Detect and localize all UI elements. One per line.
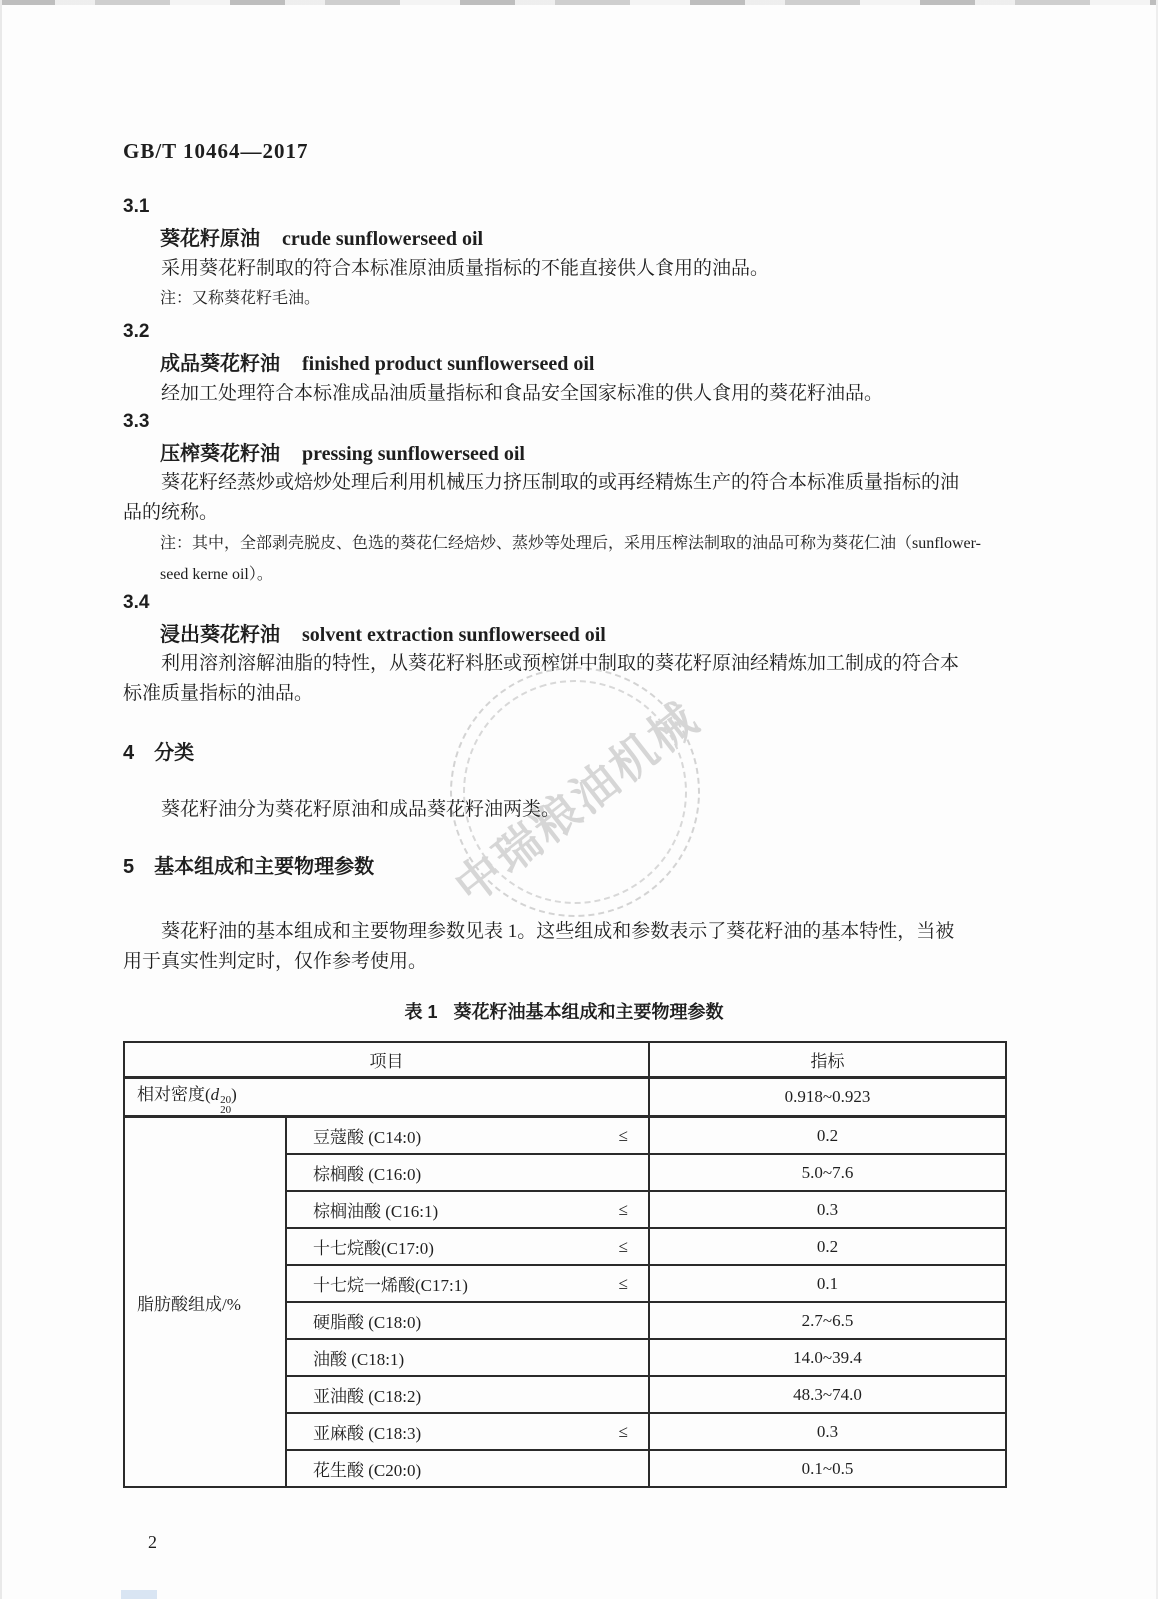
density-supsub (220, 1095, 231, 1115)
acid-value-cell: 0.3 (649, 1413, 1006, 1450)
doc-number: GB/T 10464—2017 (123, 139, 309, 163)
section-3-2-number: 3.2 (123, 321, 150, 342)
term-3-4-cn: 浸出葵花籽油 (160, 624, 280, 646)
acid-name: 硬脂酸 (C18:0) (313, 1313, 422, 1332)
acid-value-cell: 14.0~39.4 (649, 1339, 1006, 1376)
acid-name-cell (286, 1154, 649, 1191)
le-symbol: ≤ (618, 1125, 628, 1145)
acid-value-cell: 48.3~74.0 (649, 1376, 1006, 1413)
column-header-item: 项目 (124, 1042, 649, 1078)
acid-name: 花生酸 (C20:0) (313, 1461, 422, 1480)
term-3-2-en: finished product sunflowerseed oil (302, 353, 595, 375)
table-1 (123, 1041, 1007, 1488)
section-4-heading (123, 739, 1035, 767)
section-4-number: 4 (123, 742, 135, 764)
density-symbol: d (210, 1084, 220, 1104)
acid-name-cell (286, 1117, 649, 1155)
acid-name-cell (286, 1413, 649, 1450)
note-3-1: 注：又称葵花籽毛油。 (160, 290, 321, 307)
acid-name-cell (286, 1302, 649, 1339)
acid-name: 亚油酸 (C18:2) (313, 1387, 422, 1406)
term-3-3-en: pressing sunflowerseed oil (302, 443, 525, 465)
note-3-3-line2: seed kerne oil）。 (160, 566, 273, 583)
acid-name-cell (286, 1450, 649, 1487)
term-3-4-en: solvent extraction sunflowerseed oil (302, 624, 606, 646)
paragraph-5-line1: 葵花籽油的基本组成和主要物理参数见表 1。这些组成和参数表示了葵花籽油的基本特性，当被 (161, 921, 955, 942)
density-sup: 20 (220, 1093, 232, 1106)
acid-name-cell (286, 1228, 649, 1265)
acid-name: 豆蔻酸 (C14:0) (313, 1128, 422, 1147)
paragraph-4: 葵花籽油分为葵花籽原油和成品葵花籽油两类。 (161, 799, 561, 820)
acid-value-cell: 0.2 (649, 1228, 1006, 1265)
section-5-title: 基本组成和主要物理参数 (154, 856, 375, 878)
table-header-row (124, 1042, 1006, 1078)
acid-name-cell (286, 1265, 649, 1302)
density-value-cell: 0.918~0.923 (649, 1078, 1006, 1117)
le-symbol: ≤ (618, 1199, 628, 1219)
density-prefix: 相对密度( (137, 1084, 211, 1104)
term-3-1-en: crude sunflowerseed oil (282, 228, 484, 250)
note-3-3-line1: 注：其中，全部剥壳脱皮、色选的葵花仁经焙炒、蒸炒等处理后，采用压榨法制取的油品可称为葵花仁油（sunflower- (160, 535, 981, 552)
acid-name-cell (286, 1376, 649, 1413)
table-row-density (124, 1078, 1006, 1117)
le-symbol: ≤ (618, 1273, 628, 1293)
le-symbol: ≤ (618, 1421, 628, 1441)
acid-value-cell: 0.3 (649, 1191, 1006, 1228)
paragraph-3-4-line2: 标准质量指标的油品。 (123, 683, 314, 704)
term-3-4 (123, 621, 1035, 649)
watermark-text: 中瑞粮油机械 (445, 691, 709, 914)
acid-value-cell: 0.1~0.5 (649, 1450, 1006, 1487)
density-label-cell (124, 1078, 649, 1117)
section-5-heading (123, 853, 1035, 881)
acid-name: 油酸 (C18:1) (313, 1350, 405, 1369)
table-row (124, 1117, 1006, 1155)
term-3-3 (123, 440, 1035, 468)
section-3-3-number: 3.3 (123, 411, 150, 432)
acid-name: 十七烷一烯酸(C17:1) (313, 1276, 468, 1295)
acid-name: 棕榈油酸 (C16:1) (313, 1202, 439, 1221)
paragraph-5-line2: 用于真实性判定时，仅作参考使用。 (123, 951, 428, 972)
section-5-number: 5 (123, 856, 135, 878)
acid-name: 亚麻酸 (C18:3) (313, 1424, 422, 1443)
acid-value-cell: 0.2 (649, 1117, 1006, 1155)
density-sub: 20 (220, 1103, 232, 1116)
acid-name: 棕榈酸 (C16:0) (313, 1165, 422, 1184)
term-3-2 (123, 350, 1035, 378)
acid-name-cell (286, 1191, 649, 1228)
section-4-title: 分类 (154, 742, 195, 764)
term-3-3-cn: 压榨葵花籽油 (160, 443, 280, 465)
paragraph-3-1: 采用葵花籽制取的符合本标准原油质量指标的不能直接供人食用的油品。 (161, 258, 770, 279)
term-3-1-cn: 葵花籽原油 (160, 228, 260, 250)
page-number: 2 (148, 1532, 157, 1552)
density-suffix: ) (231, 1084, 237, 1104)
table-1-title-text: 葵花籽油基本组成和主要物理参数 (453, 1002, 724, 1022)
paragraph-3-2: 经加工处理符合本标准成品油质量指标和食品安全国家标准的供人食用的葵花籽油品。 (161, 383, 884, 404)
acid-name: 十七烷酸(C17:0) (313, 1239, 434, 1258)
acid-name-cell (286, 1339, 649, 1376)
column-header-index: 指标 (649, 1042, 1006, 1078)
section-3-1-number: 3.1 (123, 196, 150, 217)
acid-value-cell: 5.0~7.6 (649, 1154, 1006, 1191)
paragraph-3-3-line1: 葵花籽经蒸炒或焙炒处理后利用机械压力挤压制取的或再经精炼生产的符合本标准质量指标的油 (161, 472, 960, 493)
page-content (123, 0, 1035, 1554)
table-1-title-number: 表 1 (404, 1002, 438, 1022)
section-3-4-number: 3.4 (123, 592, 150, 613)
acid-value-cell: 2.7~6.5 (649, 1302, 1006, 1339)
scan-left-edge (0, 0, 2, 1599)
paragraph-3-3-line2: 品的统称。 (123, 502, 219, 523)
term-3-1 (123, 225, 1035, 253)
paragraph-3-4-line1: 利用溶剂溶解油脂的特性，从葵花籽料胚或预榨饼中制取的葵花籽原油经精炼加工制成的符合本 (161, 653, 960, 674)
table-1-title (123, 999, 1005, 1025)
group-label-cell: 脂肪酸组成/% (124, 1117, 286, 1488)
le-symbol: ≤ (618, 1236, 628, 1256)
scan-corner-artifact (121, 1590, 157, 1599)
acid-value-cell: 0.1 (649, 1265, 1006, 1302)
term-3-2-cn: 成品葵花籽油 (160, 353, 280, 375)
